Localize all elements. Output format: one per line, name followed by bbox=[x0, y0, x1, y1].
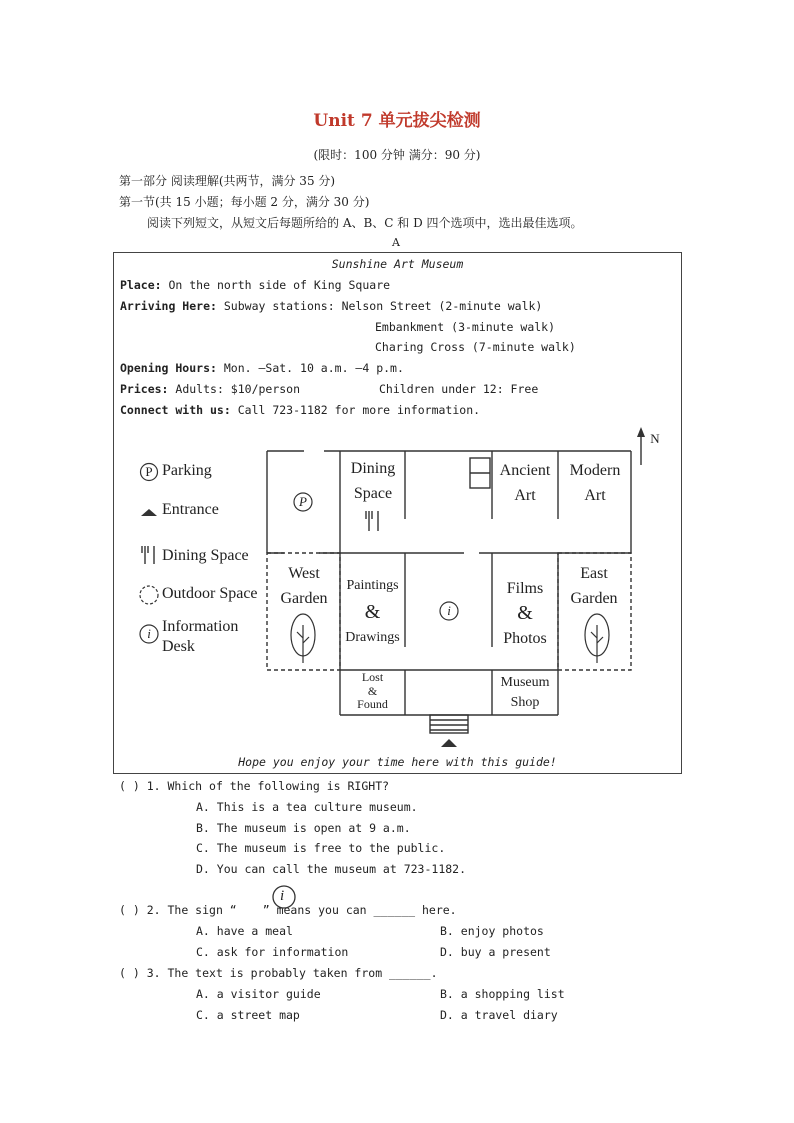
connect-value: Call 723-1182 for more information. bbox=[237, 403, 481, 417]
legend-info-1: Information bbox=[162, 618, 239, 635]
part-heading: 第一部分 阅读理解(共两节，满分 35 分) bbox=[119, 174, 336, 188]
legend-info-symbol: i bbox=[147, 626, 151, 641]
paintings-drawings-room bbox=[340, 573, 405, 651]
modern-art-room bbox=[560, 458, 630, 508]
option: B. a shopping list bbox=[440, 987, 565, 1001]
hours-label: Opening Hours: bbox=[120, 361, 217, 375]
option: D. buy a present bbox=[440, 945, 551, 959]
arriving-line-1: Subway stations: Nelson Street (2-minute walk) bbox=[223, 299, 543, 313]
lost-label-3: Found bbox=[357, 697, 388, 711]
films-photos-room bbox=[492, 576, 558, 651]
parking-symbol: P bbox=[299, 494, 307, 509]
museum-name: Sunshine Art Museum bbox=[331, 257, 464, 271]
legend-entrance-icon bbox=[141, 509, 157, 516]
ancient-label-1: Ancient bbox=[499, 462, 551, 479]
info-symbol: i bbox=[447, 603, 451, 618]
option: C. The museum is free to the public. bbox=[196, 841, 446, 855]
arriving-label: Arriving Here: bbox=[120, 299, 217, 313]
option: B. The museum is open at 9 a.m. bbox=[196, 821, 411, 835]
question-stem-after: ” means you can ______ here. bbox=[262, 903, 457, 917]
answer-blank[interactable]: ( ) bbox=[119, 779, 140, 793]
place-value: On the north side of King Square bbox=[168, 278, 391, 292]
compass-arrow-icon bbox=[637, 427, 645, 437]
modern-label-1: Modern bbox=[569, 462, 621, 479]
dining-label-1: Dining bbox=[350, 460, 396, 477]
paint-label-3: Drawings bbox=[345, 630, 400, 645]
legend-parking: Parking bbox=[162, 462, 212, 479]
option: C. ask for information bbox=[196, 945, 349, 959]
page-title: Unit 7 单元拔尖检测 bbox=[313, 111, 481, 131]
place-label: Place: bbox=[120, 278, 162, 292]
shop-label-1: Museum bbox=[500, 675, 550, 690]
question-stem: 3. The text is probably taken from ______. bbox=[146, 966, 438, 980]
compass-label: N bbox=[650, 431, 660, 446]
ancient-art-room bbox=[492, 458, 558, 508]
legend-outdoor: Outdoor Space bbox=[162, 585, 258, 602]
arriving-line-2: Embankment (3-minute walk) bbox=[375, 320, 556, 334]
option: D. You can call the museum at 723-1182. bbox=[196, 862, 467, 876]
info-sign-icon bbox=[271, 884, 299, 912]
prices-children: Children under 12: Free bbox=[379, 382, 539, 396]
dining-icon bbox=[366, 511, 378, 531]
tree-icon bbox=[291, 614, 315, 663]
dining-space-room bbox=[342, 456, 404, 506]
option: D. a travel diary bbox=[440, 1008, 558, 1022]
arriving-line-3: Charing Cross (7-minute walk) bbox=[375, 340, 576, 354]
legend-info-2: Desk bbox=[162, 638, 195, 655]
option: A. a visitor guide bbox=[196, 987, 321, 1001]
guide-footer: Hope you enjoy your time here with this guide! bbox=[238, 755, 557, 769]
question-stem-before: 2. The sign “ bbox=[146, 903, 237, 917]
east-garden bbox=[558, 561, 630, 611]
legend-dining: Dining Space bbox=[162, 547, 249, 564]
legend-outdoor-icon bbox=[140, 586, 158, 604]
prices-adults: Adults: $10/person bbox=[175, 382, 301, 396]
ancient-label-2: Art bbox=[514, 487, 536, 504]
connect-label: Connect with us: bbox=[120, 403, 231, 417]
passage-label: A bbox=[392, 236, 400, 249]
entrance-marker bbox=[441, 739, 457, 747]
dining-label-2: Space bbox=[353, 485, 393, 502]
lost-label-1: Lost bbox=[361, 670, 384, 684]
hours-value: Mon. —Sat. 10 a.m. —4 p.m. bbox=[223, 361, 404, 375]
info-sign-symbol: i bbox=[280, 888, 285, 904]
time-limit: (限时：100 分钟 满分：90 分) bbox=[313, 148, 481, 162]
instruction: 阅读下列短文，从短文后每题所给的 A、B、C 和 D 四个选项中，选出最佳选项。 bbox=[147, 216, 583, 230]
east-label-2: Garden bbox=[570, 590, 618, 607]
lost-found-room bbox=[340, 671, 405, 712]
shop-label-2: Shop bbox=[510, 695, 540, 710]
west-garden bbox=[268, 561, 340, 611]
paint-label-2: & bbox=[364, 601, 381, 623]
museum-shop-room bbox=[492, 673, 558, 713]
legend-entrance: Entrance bbox=[162, 501, 219, 518]
films-label-1: Films bbox=[506, 580, 544, 597]
paint-label-1: Paintings bbox=[346, 578, 399, 593]
legend-dining-icon bbox=[142, 546, 154, 564]
films-label-2: & bbox=[517, 602, 533, 624]
east-label-1: East bbox=[580, 565, 608, 582]
answer-blank[interactable]: ( ) bbox=[119, 903, 140, 917]
option: A. have a meal bbox=[196, 924, 293, 938]
west-label-1: West bbox=[288, 565, 320, 582]
question-1 bbox=[119, 779, 389, 793]
museum-guide-box bbox=[113, 252, 682, 774]
films-label-3: Photos bbox=[503, 630, 547, 647]
lost-label-2: & bbox=[367, 683, 378, 698]
legend-parking-symbol: P bbox=[145, 464, 153, 479]
modern-label-2: Art bbox=[584, 487, 606, 504]
tree-icon bbox=[585, 614, 609, 663]
question-3 bbox=[119, 966, 438, 980]
prices-label: Prices: bbox=[120, 382, 169, 396]
option: A. This is a tea culture museum. bbox=[196, 800, 418, 814]
west-label-2: Garden bbox=[280, 590, 328, 607]
question-stem: 1. Which of the following is RIGHT? bbox=[146, 779, 390, 793]
answer-blank[interactable]: ( ) bbox=[119, 966, 140, 980]
section-heading: 第一节(共 15 小题；每小题 2 分，满分 30 分) bbox=[119, 195, 370, 209]
option: C. a street map bbox=[196, 1008, 300, 1022]
option: B. enjoy photos bbox=[440, 924, 544, 938]
